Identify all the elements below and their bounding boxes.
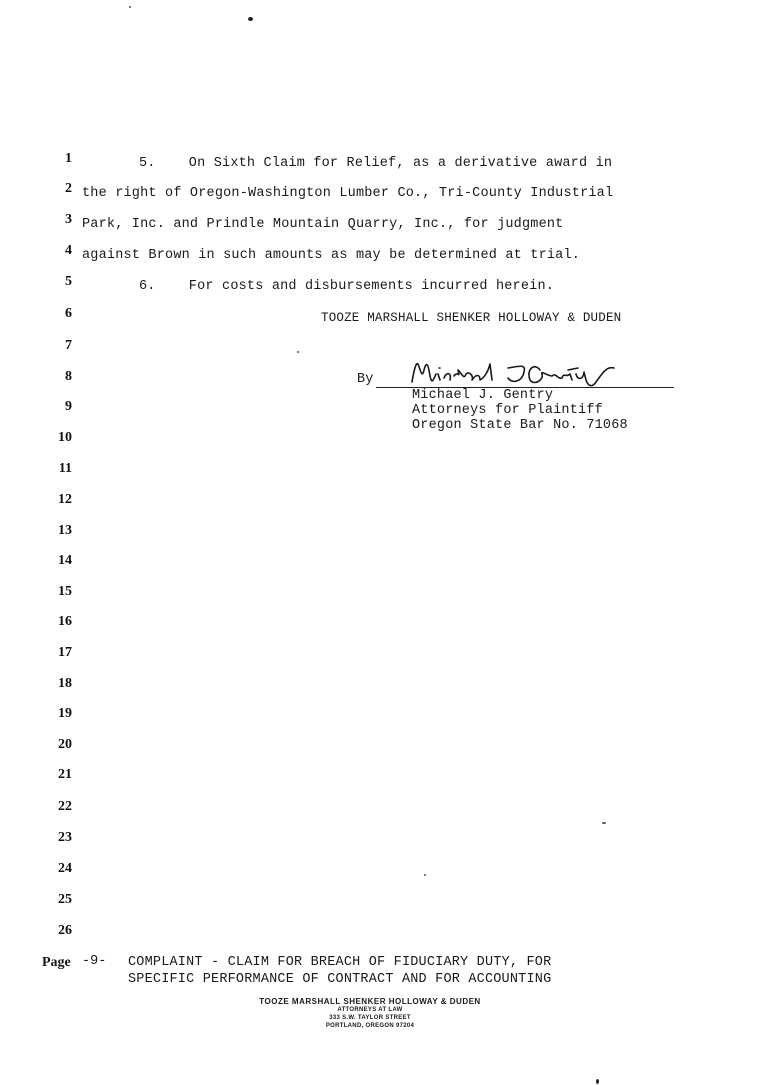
paragraph-5-line-2: the right of Oregon-Washington Lumber Co., Tri-County Industrial xyxy=(82,186,614,201)
scan-speck xyxy=(248,17,253,21)
line-number: 1 xyxy=(65,151,72,166)
bar-number: Oregon State Bar No. 71068 xyxy=(412,418,628,433)
line-number: 9 xyxy=(65,399,72,414)
line-number: 21 xyxy=(58,767,72,782)
line-number: 5 xyxy=(65,274,72,289)
line-number: 6 xyxy=(65,306,72,321)
footer-firm-line-2: ATTORNEYS AT LAW xyxy=(337,1007,403,1013)
line-number: 12 xyxy=(58,492,72,507)
line-number: 15 xyxy=(58,584,72,599)
line-number: 13 xyxy=(58,523,72,538)
scan-speck xyxy=(602,822,606,824)
document-title-line-1: COMPLAINT - CLAIM FOR BREACH OF FIDUCIARY DUTY, FOR xyxy=(128,955,552,970)
line-number: 4 xyxy=(65,243,72,258)
page-number: -9- xyxy=(82,954,107,969)
footer-firm-line-4: PORTLAND, OREGON 97204 xyxy=(325,1023,415,1029)
line-number: 2 xyxy=(65,181,72,196)
line-number: 23 xyxy=(58,830,72,845)
paragraph-5-line-3: Park, Inc. and Prindle Mountain Quarry, Inc., for judgment xyxy=(82,217,564,232)
line-number: 19 xyxy=(58,706,72,721)
line-number: 20 xyxy=(58,737,72,752)
line-number: 10 xyxy=(58,430,72,445)
scan-speck xyxy=(424,874,426,876)
by-label: By xyxy=(357,372,374,387)
scan-speck xyxy=(297,351,299,353)
firm-letterhead-footer xyxy=(200,998,540,1030)
line-number: 14 xyxy=(58,553,72,568)
attorney-role: Attorneys for Plaintiff xyxy=(412,403,603,418)
firm-name-heading: TOOZE MARSHALL SHENKER HOLLOWAY & DUDEN xyxy=(321,311,622,325)
paragraph-6-line-1: 6. For costs and disbursements incurred herein. xyxy=(139,279,555,294)
scan-speck xyxy=(596,1079,599,1084)
line-number: 26 xyxy=(58,923,72,938)
line-number: 22 xyxy=(58,799,72,814)
line-number: 24 xyxy=(58,861,72,876)
scan-speck xyxy=(129,6,131,8)
line-number: 3 xyxy=(65,212,72,227)
paragraph-5-line-1: 5. On Sixth Claim for Relief, as a derivative award in xyxy=(139,156,613,171)
line-number: 18 xyxy=(58,676,72,691)
footer-firm-name: TOOZE MARSHALL SHENKER HOLLOWAY & DUDEN xyxy=(259,997,481,1006)
line-number: 16 xyxy=(58,614,72,629)
paragraph-5-line-4: against Brown in such amounts as may be determined at trial. xyxy=(82,248,581,263)
line-number: 11 xyxy=(58,461,72,476)
footer-firm-line-3: 333 S.W. TAYLOR STREET xyxy=(329,1015,411,1021)
line-number: 25 xyxy=(58,892,72,907)
line-number: 17 xyxy=(58,645,72,660)
document-title-line-2: SPECIFIC PERFORMANCE OF CONTRACT AND FOR ACCOUNTING xyxy=(128,972,552,987)
attorney-name: Michael J. Gentry xyxy=(412,388,554,403)
line-number: 7 xyxy=(65,338,72,353)
line-number: 8 xyxy=(65,369,72,384)
page-label: Page xyxy=(42,955,71,970)
